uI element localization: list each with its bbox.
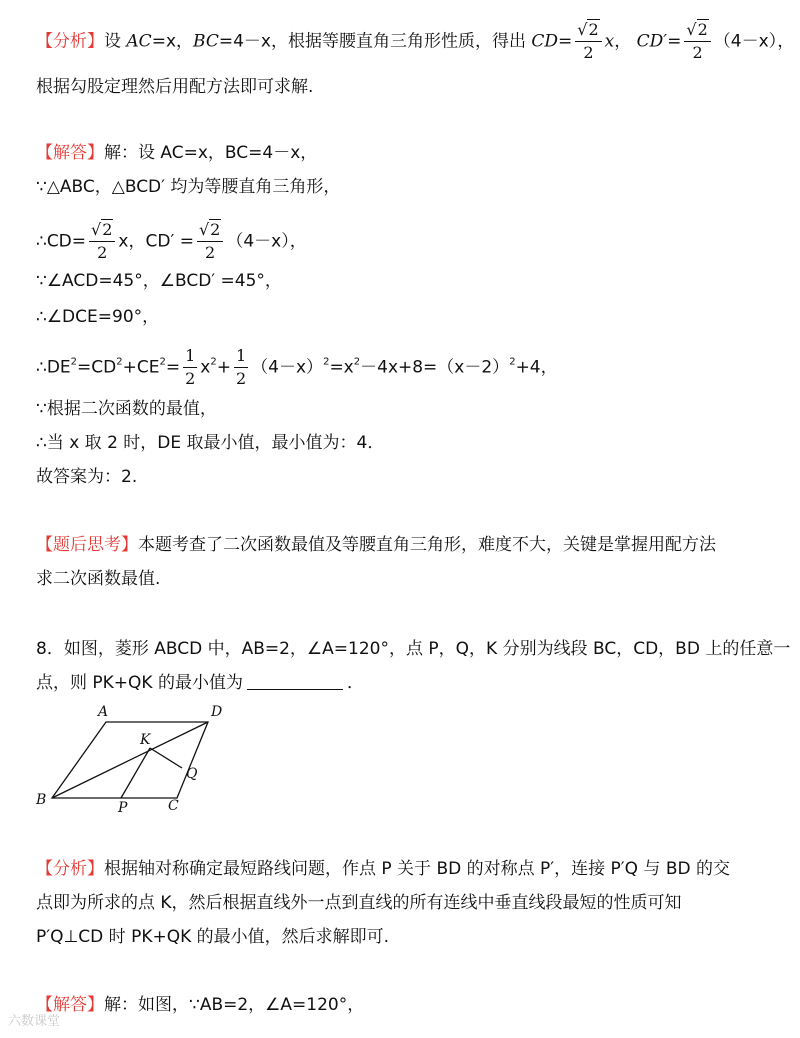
answer-line-8: ∴当 x 取 2 时，DE 取最小值，最小值为：4．: [36, 433, 385, 453]
answer-line-6: $\therefore DE^2=CD^2+CE^2=$ $\frac{1}{2}$ $x^2+$ $\frac{1}{2}$ $(4-x)^2=x^2-4x+8=(x-2)^2+4$，: [36, 346, 558, 388]
watermark: 六数课堂: [8, 1014, 61, 1029]
answer-line-5: ∴∠DCE=90°，: [36, 307, 160, 327]
sqrt2-over-2-fraction: $\frac{√2}{2}$: [197, 222, 223, 261]
answer-line-7: ∵根据二次函数的最值，: [36, 399, 217, 419]
diagonal-bd: [52, 722, 208, 798]
answer-line-2: ∵△ABC，△BCD′ 均为等腰直角三角形，: [36, 177, 341, 197]
sqrt2-over-2-fraction: $\frac{√2}{2}$: [89, 222, 115, 261]
analysis-line-2: 根据勾股定理然后用配方法即可求解.: [36, 77, 314, 97]
reflection-line-2: 求二次函数最值.: [36, 569, 161, 589]
analysis2-tag: 【分析】: [36, 859, 104, 879]
one-half-fraction: $\frac{1}{2}$: [235, 346, 247, 388]
question-8-line-2: 点，则 PK+QK 的最小值为 ．: [36, 673, 364, 693]
label-a: A: [98, 704, 109, 720]
sqrt2-over-2-fraction: $\frac{√2}{2}$: [684, 22, 710, 61]
answer2-tag: 【解答】: [36, 995, 104, 1015]
one-half-fraction: $\frac{1}{2}$: [185, 346, 196, 388]
analysis-tag: 【分析】: [36, 31, 104, 52]
segment-kq: [150, 748, 182, 768]
answer-tag: 【解答】: [36, 143, 104, 163]
reflection-tag: 【题后思考】: [36, 535, 138, 555]
label-k: K: [140, 732, 151, 748]
analysis2-line-2: 点即为所求的点 K，然后根据直线外一点到直线的所有连线中垂直线段最短的性质可知: [36, 893, 682, 913]
segment-kp: [121, 748, 150, 798]
label-b: B: [36, 792, 47, 808]
label-d: D: [211, 704, 223, 720]
label-p: P: [118, 800, 128, 816]
answer-line-3: ∴CD= $\frac{√2}{2}$ x，CD′ = $\frac{√2}{2}$ （4－x），: [36, 220, 307, 262]
answer-blank: [247, 673, 343, 690]
question-8-line-1: 8．如图，菱形 ABCD 中，AB=2，∠A=120°，点 P，Q，K 分别为线段 BC，CD，BD 上的任意一: [36, 639, 791, 659]
sqrt2-over-2-fraction: $\frac{√2}{2}$: [575, 22, 601, 61]
rhombus-figure: [30, 700, 260, 820]
analysis2-line-3: P′Q⊥CD 时 PK+QK 的最小值，然后求解即可.: [36, 927, 390, 947]
label-q: Q: [186, 766, 198, 782]
label-c: C: [168, 798, 179, 814]
analysis-line-1: 【分析】设 AC=x，BC=4－x，根据等腰直角三角形性质，得出 CD= $\frac{√2}{2}$ x， CD′= $\frac{√2}{2}$ （4－x），: [36, 20, 795, 62]
answer-line-4: ∵∠ACD=45°，∠BCD′ =45°，: [36, 271, 282, 291]
reflection-line-1: 【题后思考】本题考查了二次函数最值及等腰直角三角形，难度不大，关键是掌握用配方法: [36, 535, 716, 555]
analysis2-line-1: 【分析】根据轴对称确定最短路线问题，作点 P 关于 BD 的对称点 P′，连接 P′Q 与 BD 的交: [36, 859, 730, 879]
answer2-line-1: 【解答】解：如图，∵AB=2，∠A=120°，: [36, 995, 365, 1015]
answer-line-9: 故答案为：2.: [36, 467, 138, 487]
answer-line-1: 【解答】解：设 AC=x，BC=4－x，: [36, 143, 318, 163]
